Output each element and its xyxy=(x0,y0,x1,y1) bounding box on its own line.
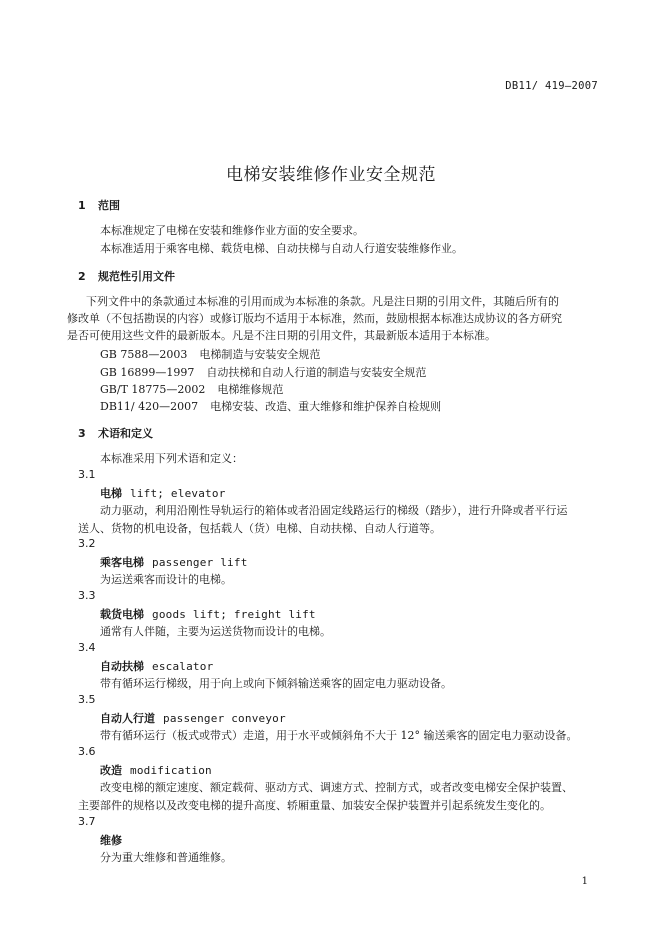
term-en: goods lift; freight lift xyxy=(152,608,316,621)
term-definition: 带有循环运行梯级，用于向上或向下倾斜输送乘客的固定电力驱动设备。 xyxy=(100,677,452,690)
term-heading xyxy=(100,485,226,501)
term-heading xyxy=(100,554,248,570)
term-number: 3.5 xyxy=(78,693,96,706)
term-definition: 主要部件的规格以及改变电梯的提升高度、轿厢重量、加装安全保护装置并引起系统发生变化的。 xyxy=(78,799,551,812)
reference-item xyxy=(100,398,441,414)
term-number: 3.7 xyxy=(78,815,96,828)
term-heading xyxy=(100,832,122,848)
paragraph: 本标准采用下列术语和定义： xyxy=(100,452,243,465)
term-definition: 带有循环运行（板式或带式）走道，用于水平或倾斜角不大于 12° 输送乘客的固定电力驱动设备。 xyxy=(100,729,578,742)
term-number: 3.2 xyxy=(78,537,96,550)
reference-title: 电梯安装、改造、重大维修和维护保养自检规则 xyxy=(210,400,442,413)
term-cn: 维修 xyxy=(100,834,122,847)
document-code: DB11/ 419—2007 xyxy=(505,80,598,92)
term-heading xyxy=(100,606,316,622)
section-2-heading xyxy=(78,268,175,284)
reference-code: DB11/ 420—2007 xyxy=(100,400,199,413)
reference-item xyxy=(100,364,426,380)
paragraph-line: 下列文件中的条款通过本标准的引用而成为本标准的条款。凡是注日期的引用文件，其随后所有的 xyxy=(86,295,559,308)
reference-item xyxy=(100,346,320,362)
section-title: 范围 xyxy=(98,199,120,212)
paragraph: 本标准适用于乘客电梯、载货电梯、自动扶梯与自动人行道安装维修作业。 xyxy=(100,242,463,255)
term-en: modification xyxy=(130,764,212,777)
reference-code: GB 7588—2003 xyxy=(100,348,188,361)
page-number: 1 xyxy=(581,876,588,887)
reference-code: GB/T 18775—2002 xyxy=(100,383,206,396)
section-3-heading xyxy=(78,425,153,441)
section-title: 术语和定义 xyxy=(98,427,153,440)
term-heading xyxy=(100,658,213,674)
paragraph: 本标准规定了电梯在安装和维修作业方面的安全要求。 xyxy=(100,224,364,237)
term-definition: 动力驱动，利用沿刚性导轨运行的箱体或者沿固定线路运行的梯级（踏步），进行升降或者平行运 xyxy=(100,504,568,517)
term-en: escalator xyxy=(152,660,214,673)
term-number: 3.3 xyxy=(78,589,96,602)
term-cn: 自动扶梯 xyxy=(100,660,144,673)
term-number: 3.1 xyxy=(78,468,96,481)
term-definition: 改变电梯的额定速度、额定载荷、驱动方式、调速方式、控制方式，或者改变电梯安全保护装置、 xyxy=(100,781,573,794)
page-title: 电梯安装维修作业安全规范 xyxy=(226,165,436,185)
term-cn: 自动人行道 xyxy=(100,712,155,725)
paragraph-line: 修改单（不包括勘误的内容）或修订版均不适用于本标准，然而，鼓励根据本标准达成协议的各方研究 xyxy=(67,312,562,325)
term-number: 3.6 xyxy=(78,745,96,758)
term-definition: 通常有人伴随，主要为运送货物而设计的电梯。 xyxy=(100,625,331,638)
term-definition: 送人、货物的机电设备，包括载人（货）电梯、自动扶梯、自动人行道等。 xyxy=(78,522,441,535)
section-1-heading xyxy=(78,197,120,213)
term-en: lift; elevator xyxy=(130,487,226,500)
reference-title: 电梯制造与安装安全规范 xyxy=(199,348,321,361)
term-definition: 分为重大维修和普通维修。 xyxy=(100,851,232,864)
section-number: 3 xyxy=(78,427,86,440)
term-cn: 乘客电梯 xyxy=(100,556,144,569)
section-number: 2 xyxy=(78,270,86,283)
reference-item xyxy=(100,381,283,397)
term-heading xyxy=(100,710,286,726)
term-cn: 载货电梯 xyxy=(100,608,144,621)
term-en: passenger conveyor xyxy=(163,712,286,725)
term-definition: 为运送乘客而设计的电梯。 xyxy=(100,573,232,586)
term-number: 3.4 xyxy=(78,641,96,654)
section-number: 1 xyxy=(78,199,86,212)
term-heading xyxy=(100,762,212,778)
term-cn: 电梯 xyxy=(100,487,122,500)
section-title: 规范性引用文件 xyxy=(98,270,175,283)
term-cn: 改造 xyxy=(100,764,122,777)
reference-title: 电梯维修规范 xyxy=(217,383,284,396)
term-en: passenger lift xyxy=(152,556,248,569)
reference-title: 自动扶梯和自动人行道的制造与安装安全规范 xyxy=(206,366,427,379)
paragraph-line: 是否可使用这些文件的最新版本。凡是不注日期的引用文件，其最新版本适用于本标准。 xyxy=(67,329,496,342)
reference-code: GB 16899—1997 xyxy=(100,366,195,379)
